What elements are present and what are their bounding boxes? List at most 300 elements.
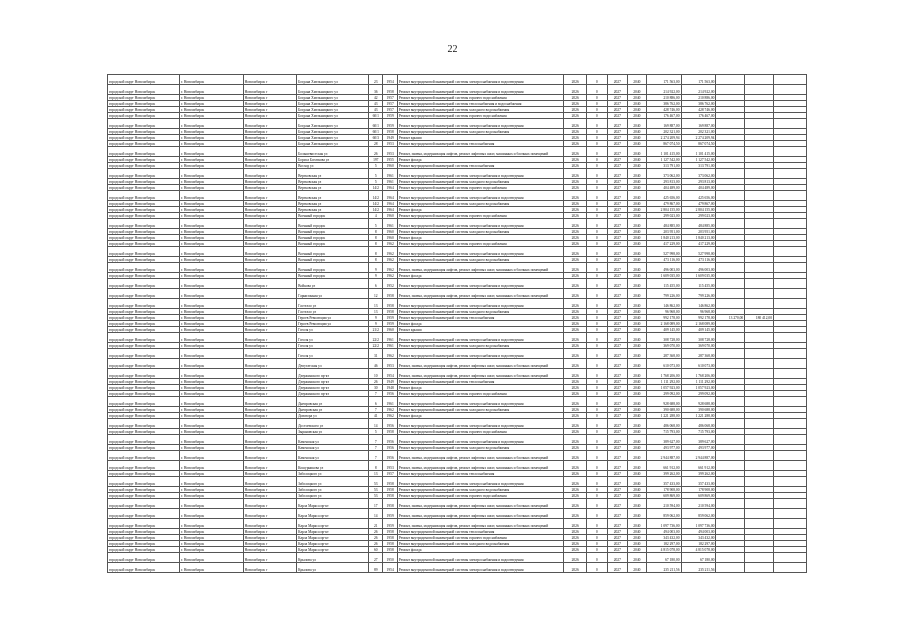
cell-street: Гоголя ул: [297, 343, 369, 349]
cell-end-year: 2040: [628, 229, 647, 235]
cell-build-year: 1949: [383, 379, 397, 385]
cell-street: Достоевского ул: [297, 419, 369, 429]
cell-start-year: 2027: [607, 169, 628, 179]
cell-work-type: Ремонт внутридомовой инженерной системы электроснабжения и водоотведения: [397, 349, 564, 359]
cell-street: Вертковская ул: [297, 185, 369, 191]
cell-start-year: 2027: [607, 147, 628, 157]
cell-city: Новосибирск г: [243, 451, 296, 461]
cell-work-type: Ремонт, замена, модернизация лифтов, ремонт лифтовых шахт, машинных и блочных помещений: [397, 519, 564, 529]
cell-zero-col: 0: [586, 229, 607, 235]
cell-plan-year: 2026: [564, 541, 587, 547]
cell-start-year: 2027: [607, 119, 628, 129]
cell-settlement: г. Новосибирск: [179, 343, 243, 349]
cell-cost-fund: 203 951,00: [681, 229, 716, 235]
cell-street: Восход ул: [297, 163, 369, 169]
cell-settlement: г. Новосибирск: [179, 553, 243, 563]
cell-house-number: 8: [369, 229, 383, 235]
cell-zero-col: 0: [586, 213, 607, 219]
cell-municipality: городской округ Новосибирск: [108, 493, 180, 499]
cell-settlement: г. Новосибирск: [179, 129, 243, 135]
cell-plan-year: 2026: [564, 349, 587, 359]
cell-work-type: Ремонт внутридомовой инженерной системы теплоснабжения: [397, 141, 564, 147]
cell-build-year: 1964: [383, 185, 397, 191]
cell-work-type: Ремонт, замена, модернизация лифтов, ремонт лифтовых шахт, машинных и блочных помещений: [397, 359, 564, 369]
cell-work-type: Ремонт внутридомовой инженерной системы электроснабжения и водоотведения: [397, 191, 564, 201]
cell-end-year: 2040: [628, 191, 647, 201]
cell-work-type: Ремонт внутридомовой инженерной системы холодного водоснабжения: [397, 129, 564, 135]
cell-municipality: городской округ Новосибирск: [108, 163, 180, 169]
cell-build-year: 1948: [383, 385, 397, 391]
cell-build-year: 1961: [383, 343, 397, 349]
cell-work-type: Ремонт внутридомовой инженерной системы холодного водоснабжения: [397, 487, 564, 493]
cell-city: Новосибирск г: [243, 333, 296, 343]
cell-street: Героев Революции ул: [297, 315, 369, 321]
cell-street: Героев Революции ул: [297, 321, 369, 327]
cell-cost-total: 308 728,00: [646, 333, 681, 343]
capital-repair-table-wrap: [107, 74, 807, 573]
cell-zero-col: 0: [586, 113, 607, 119]
cell-cost-total: 428 746,00: [646, 107, 681, 113]
cell-end-year: 2040: [628, 257, 647, 263]
cell-cost-total: 715 793,00: [646, 429, 681, 435]
cell-extra-b: [745, 289, 774, 299]
cell-settlement: г. Новосибирск: [179, 429, 243, 435]
cell-end-year: 2040: [628, 461, 647, 471]
cell-city: Новосибирск г: [243, 349, 296, 359]
cell-start-year: 2027: [607, 541, 628, 547]
cell-build-year: 1959: [383, 315, 397, 321]
cell-work-type: Ремонт внутридомовой инженерной системы холодного водоснабжения: [397, 407, 564, 413]
cell-build-year: 1956: [383, 419, 397, 429]
cell-municipality: городской округ Новосибирск: [108, 321, 180, 327]
cell-build-year: 1954: [383, 75, 397, 85]
cell-street: Богдана Хмельницкого ул: [297, 141, 369, 147]
cell-cost-total: 299 023,00: [646, 213, 681, 219]
cell-build-year: 1962: [383, 349, 397, 359]
cell-build-year: 1954: [383, 563, 397, 573]
cell-extra-b: [745, 119, 774, 129]
cell-street: Каменская ул: [297, 451, 369, 461]
cell-cost-fund: 115 455,00: [681, 279, 716, 289]
cell-build-year: 1961: [383, 169, 397, 179]
cell-house-number: 41: [369, 413, 383, 419]
cell-cost-total: 178 908,00: [646, 487, 681, 493]
cell-work-type: Ремонт внутридомовой инженерной системы электроснабжения и водоотведения: [397, 477, 564, 487]
cell-zero-col: 0: [586, 157, 607, 163]
cell-zero-col: 0: [586, 179, 607, 185]
cell-zero-col: 0: [586, 119, 607, 129]
cell-build-year: 1955: [383, 157, 397, 163]
cell-settlement: г. Новосибирск: [179, 85, 243, 95]
cell-plan-year: 2026: [564, 273, 587, 279]
cell-end-year: 2040: [628, 529, 647, 535]
cell-zero-col: 0: [586, 279, 607, 289]
cell-city: Новосибирск г: [243, 147, 296, 157]
cell-start-year: 2027: [607, 235, 628, 241]
cell-settlement: г. Новосибирск: [179, 263, 243, 273]
cell-extra-c: [774, 247, 807, 257]
cell-work-type: Ремонт, замена, модернизация лифтов, ремонт лифтовых шахт, машинных и блочных помещений: [397, 451, 564, 461]
cell-municipality: городской округ Новосибирск: [108, 413, 180, 419]
cell-cost-total: 1 057 923,00: [646, 385, 681, 391]
cell-zero-col: 0: [586, 471, 607, 477]
cell-settlement: г. Новосибирск: [179, 333, 243, 343]
cell-work-type: Ремонт внутридомовой инженерной системы электроснабжения и водоотведения: [397, 333, 564, 343]
cell-cost-total: 1 097 736,00: [646, 519, 681, 529]
cell-extra-b: [745, 191, 774, 201]
cell-house-number: 43: [369, 101, 383, 107]
cell-cost-fund: 389 627,00: [681, 435, 716, 445]
cell-end-year: 2040: [628, 279, 647, 289]
cell-plan-year: 2026: [564, 359, 587, 369]
cell-house-number: 28: [369, 141, 383, 147]
cell-start-year: 2027: [607, 471, 628, 477]
cell-cost-fund: 610 073,00: [681, 359, 716, 369]
cell-house-number: 14/2: [369, 201, 383, 207]
cell-plan-year: 2026: [564, 129, 587, 135]
cell-municipality: городской округ Новосибирск: [108, 419, 180, 429]
cell-plan-year: 2026: [564, 247, 587, 257]
cell-work-type: Ремонт внутридомовой инженерной системы электроснабжения и водоотведения: [397, 419, 564, 429]
cell-house-number: 5: [369, 179, 383, 185]
cell-zero-col: 0: [586, 141, 607, 147]
cell-plan-year: 2026: [564, 563, 587, 573]
cell-settlement: г. Новосибирск: [179, 397, 243, 407]
cell-zero-col: 0: [586, 529, 607, 535]
cell-municipality: городской округ Новосибирск: [108, 309, 180, 315]
cell-cost-fund: 409 145,00: [681, 327, 716, 333]
cell-zero-col: 0: [586, 169, 607, 179]
cell-build-year: 1959: [383, 509, 397, 519]
cell-city: Новосибирск г: [243, 309, 296, 315]
cell-zero-col: 0: [586, 327, 607, 333]
cell-work-type: Ремонт, замена, модернизация лифтов, ремонт лифтовых шахт, машинных и блочных помещений: [397, 289, 564, 299]
cell-settlement: г. Новосибирск: [179, 327, 243, 333]
cell-cost-fund: 992 178,00: [681, 315, 716, 321]
cell-municipality: городской округ Новосибирск: [108, 461, 180, 471]
cell-plan-year: 2026: [564, 477, 587, 487]
cell-house-number: 89: [369, 563, 383, 573]
cell-cost-total: 176 467,00: [646, 113, 681, 119]
cell-city: Новосибирск г: [243, 257, 296, 263]
cell-settlement: г. Новосибирск: [179, 241, 243, 247]
cell-end-year: 2040: [628, 219, 647, 229]
cell-house-number: 26: [369, 541, 383, 547]
cell-extra-c: [774, 279, 807, 289]
cell-settlement: г. Новосибирск: [179, 229, 243, 235]
cell-cost-fund: 1 057 923,00: [681, 385, 716, 391]
cell-zero-col: 0: [586, 299, 607, 309]
cell-start-year: 2027: [607, 241, 628, 247]
cell-street: Карла Маркса пр-кт: [297, 541, 369, 547]
cell-house-number: 7: [369, 451, 383, 461]
cell-work-type: Ремонт внутридомовой инженерной системы электроснабжения и водоотведения: [397, 219, 564, 229]
cell-zero-col: 0: [586, 385, 607, 391]
cell-municipality: городской округ Новосибирск: [108, 509, 180, 519]
cell-build-year: 1964: [383, 191, 397, 201]
cell-extra-a: [716, 519, 745, 529]
cell-start-year: 2027: [607, 113, 628, 119]
cell-build-year: 1958: [383, 429, 397, 435]
cell-plan-year: 2026: [564, 327, 587, 333]
cell-extra-a: [716, 359, 745, 369]
cell-house-number: 8: [369, 241, 383, 247]
cell-extra-a: 13 270,00: [716, 315, 745, 321]
cell-municipality: городской округ Новосибирск: [108, 349, 180, 359]
cell-cost-fund: 1 097 736,00: [681, 519, 716, 529]
cell-extra-a: [716, 289, 745, 299]
cell-municipality: городской округ Новосибирск: [108, 213, 180, 219]
cell-plan-year: 2026: [564, 391, 587, 397]
cell-house-number: 13: [369, 471, 383, 477]
cell-zero-col: 0: [586, 499, 607, 509]
cell-end-year: 2040: [628, 385, 647, 391]
cell-municipality: городской округ Новосибирск: [108, 487, 180, 493]
cell-zero-col: 0: [586, 349, 607, 359]
cell-end-year: 2040: [628, 333, 647, 343]
cell-start-year: 2027: [607, 289, 628, 299]
cell-plan-year: 2026: [564, 219, 587, 229]
cell-extra-b: [745, 435, 774, 445]
cell-plan-year: 2026: [564, 257, 587, 263]
cell-city: Новосибирск г: [243, 547, 296, 553]
cell-cost-fund: 96 968,00: [681, 309, 716, 315]
cell-city: Новосибирск г: [243, 85, 296, 95]
cell-street: Дзержинского пр-кт: [297, 391, 369, 397]
cell-cost-total: 527 998,00: [646, 247, 681, 257]
cell-start-year: 2027: [607, 553, 628, 563]
cell-extra-c: [774, 169, 807, 179]
cell-cost-total: 661 912,00: [646, 461, 681, 471]
cell-cost-fund: 1 101 415,00: [681, 147, 716, 157]
cell-settlement: г. Новосибирск: [179, 113, 243, 119]
cell-street: Военный городок: [297, 263, 369, 273]
cell-house-number: 7: [369, 445, 383, 451]
cell-settlement: г. Новосибирск: [179, 101, 243, 107]
cell-plan-year: 2026: [564, 535, 587, 541]
cell-street: Богдана Хмельницкого ул: [297, 101, 369, 107]
cell-cost-fund: 1 127 542,00: [681, 157, 716, 163]
cell-extra-a: [716, 419, 745, 429]
cell-plan-year: 2026: [564, 369, 587, 379]
cell-cost-total: 799 226,00: [646, 289, 681, 299]
cell-build-year: 1958: [383, 477, 397, 487]
capital-repair-table: [107, 74, 807, 573]
cell-end-year: 2040: [628, 119, 647, 129]
cell-cost-fund: 235 211,56: [681, 563, 716, 573]
cell-settlement: г. Новосибирск: [179, 279, 243, 289]
cell-house-number: 60: [369, 547, 383, 553]
cell-cost-fund: 202 321,00: [681, 129, 716, 135]
cell-settlement: г. Новосибирск: [179, 107, 243, 113]
cell-extra-a: [716, 85, 745, 95]
cell-house-number: 60/1: [369, 119, 383, 129]
cell-cost-total: 867 074,50: [646, 141, 681, 147]
table-row: [108, 191, 807, 201]
cell-start-year: 2027: [607, 321, 628, 327]
cell-end-year: 2040: [628, 509, 647, 519]
cell-city: Новосибирск г: [243, 273, 296, 279]
cell-zero-col: 0: [586, 235, 607, 241]
cell-municipality: городской округ Новосибирск: [108, 519, 180, 529]
table-row: [108, 279, 807, 289]
cell-start-year: 2027: [607, 333, 628, 343]
cell-zero-col: 0: [586, 129, 607, 135]
cell-start-year: 2027: [607, 157, 628, 163]
cell-city: Новосибирск г: [243, 101, 296, 107]
cell-cost-total: 610 073,00: [646, 359, 681, 369]
cell-cost-fund: 210 594,00: [681, 499, 716, 509]
cell-work-type: Ремонт фасада: [397, 547, 564, 553]
cell-start-year: 2027: [607, 379, 628, 385]
cell-house-number: 6: [369, 279, 383, 289]
cell-build-year: 1956: [383, 391, 397, 397]
cell-zero-col: 0: [586, 263, 607, 273]
cell-cost-fund: 4 815 078,00: [681, 547, 716, 553]
cell-cost-total: 210 594,00: [646, 499, 681, 509]
cell-city: Новосибирск г: [243, 407, 296, 413]
cell-cost-fund: 178 908,00: [681, 487, 716, 493]
cell-end-year: 2040: [628, 263, 647, 273]
cell-work-type: Ремонт внутридомовой инженерной системы теплоснабжения: [397, 529, 564, 535]
cell-work-type: Ремонт внутридомовой инженерной системы электроснабжения и водоотведения: [397, 247, 564, 257]
cell-end-year: 2040: [628, 213, 647, 219]
cell-city: Новосибирск г: [243, 229, 296, 235]
cell-cost-fund: 473 116,00: [681, 257, 716, 263]
cell-municipality: городской округ Новосибирск: [108, 273, 180, 279]
cell-house-number: 22/2: [369, 343, 383, 349]
cell-extra-b: [745, 359, 774, 369]
cell-build-year: 1958: [383, 85, 397, 95]
cell-municipality: городской округ Новосибирск: [108, 563, 180, 573]
cell-city: Новосибирск г: [243, 553, 296, 563]
cell-cost-fund: 494 003,00: [681, 529, 716, 535]
cell-end-year: 2040: [628, 391, 647, 397]
cell-house-number: 14: [369, 509, 383, 519]
cell-house-number: 13: [369, 309, 383, 315]
cell-house-number: 53: [369, 487, 383, 493]
cell-street: Вертковская ул: [297, 201, 369, 207]
cell-plan-year: 2026: [564, 241, 587, 247]
cell-build-year: 1959: [383, 119, 397, 129]
cell-cost-total: 96 968,00: [646, 309, 681, 315]
cell-house-number: 6: [369, 397, 383, 407]
cell-municipality: городской округ Новосибирск: [108, 327, 180, 333]
cell-zero-col: 0: [586, 289, 607, 299]
cell-street: Заболоцкого ул: [297, 477, 369, 487]
cell-street: Вертковская ул: [297, 179, 369, 185]
cell-plan-year: 2026: [564, 95, 587, 101]
cell-extra-b: [745, 451, 774, 461]
cell-zero-col: 0: [586, 553, 607, 563]
cell-street: Военный городок: [297, 219, 369, 229]
cell-end-year: 2040: [628, 541, 647, 547]
cell-zero-col: 0: [586, 75, 607, 85]
cell-municipality: городской округ Новосибирск: [108, 185, 180, 191]
cell-cost-total: 425 656,00: [646, 191, 681, 201]
cell-start-year: 2027: [607, 135, 628, 141]
cell-cost-total: 146 862,00: [646, 299, 681, 309]
cell-street: Гоголя ул: [297, 327, 369, 333]
cell-build-year: 1961: [383, 219, 397, 229]
cell-municipality: городской округ Новосибирск: [108, 191, 180, 201]
cell-house-number: 7: [369, 435, 383, 445]
cell-extra-b: [745, 349, 774, 359]
cell-house-number: 53: [369, 493, 383, 499]
cell-extra-c: [774, 75, 807, 85]
cell-start-year: 2027: [607, 499, 628, 509]
cell-plan-year: 2026: [564, 407, 587, 413]
cell-start-year: 2027: [607, 247, 628, 257]
cell-work-type: Ремонт фасада: [397, 207, 564, 213]
table-row: [108, 519, 807, 529]
cell-cost-fund: 527 998,00: [681, 247, 716, 257]
cell-extra-b: [745, 419, 774, 429]
cell-start-year: 2027: [607, 219, 628, 229]
cell-build-year: 1961: [383, 397, 397, 407]
cell-cost-total: 357 433,00: [646, 477, 681, 487]
cell-start-year: 2027: [607, 201, 628, 207]
cell-build-year: 1958: [383, 535, 397, 541]
cell-start-year: 2027: [607, 359, 628, 369]
cell-cost-fund: 176 467,00: [681, 113, 716, 119]
cell-city: Новосибирск г: [243, 213, 296, 219]
cell-municipality: городской округ Новосибирск: [108, 391, 180, 397]
cell-street: Военный городок: [297, 273, 369, 279]
cell-zero-col: 0: [586, 487, 607, 493]
cell-extra-a: [716, 299, 745, 309]
cell-municipality: городской округ Новосибирск: [108, 499, 180, 509]
cell-extra-a: [716, 435, 745, 445]
cell-extra-b: [745, 169, 774, 179]
cell-street: Военный городок: [297, 241, 369, 247]
cell-city: Новосибирск г: [243, 163, 296, 169]
cell-city: Новосибирск г: [243, 191, 296, 201]
cell-municipality: городской округ Новосибирск: [108, 529, 180, 535]
cell-end-year: 2040: [628, 487, 647, 493]
cell-house-number: 9: [369, 273, 383, 279]
cell-city: Новосибирск г: [243, 471, 296, 477]
cell-extra-b: [745, 333, 774, 343]
cell-cost-total: 386 762,00: [646, 101, 681, 107]
cell-zero-col: 0: [586, 333, 607, 343]
cell-work-type: Ремонт внутридомовой инженерной системы электроснабжения и водоотведения: [397, 279, 564, 289]
cell-extra-a: [716, 263, 745, 273]
cell-street: Крылова ул: [297, 553, 369, 563]
cell-cost-fund: 373 062,00: [681, 169, 716, 179]
cell-build-year: 1960: [383, 213, 397, 219]
cell-municipality: городской округ Новосибирск: [108, 129, 180, 135]
cell-house-number: 5: [369, 429, 383, 435]
cell-start-year: 2027: [607, 85, 628, 95]
cell-extra-c: [774, 477, 807, 487]
cell-cost-total: 1 221 288,00: [646, 413, 681, 419]
cell-cost-fund: 1 768 206,00: [681, 369, 716, 379]
cell-work-type: Ремонт внутридомовой инженерной системы электроснабжения и водоотведения: [397, 119, 564, 129]
cell-plan-year: 2026: [564, 179, 587, 185]
table-row: [108, 499, 807, 509]
cell-city: Новосибирск г: [243, 499, 296, 509]
cell-cost-fund: 799 226,00: [681, 289, 716, 299]
cell-city: Новосибирск г: [243, 119, 296, 129]
cell-plan-year: 2026: [564, 119, 587, 129]
cell-city: Новосибирск г: [243, 235, 296, 241]
cell-plan-year: 2026: [564, 75, 587, 85]
cell-build-year: 1958: [383, 129, 397, 135]
cell-settlement: г. Новосибирск: [179, 385, 243, 391]
cell-plan-year: 2026: [564, 279, 587, 289]
cell-cost-total: 1 101 415,00: [646, 147, 681, 157]
